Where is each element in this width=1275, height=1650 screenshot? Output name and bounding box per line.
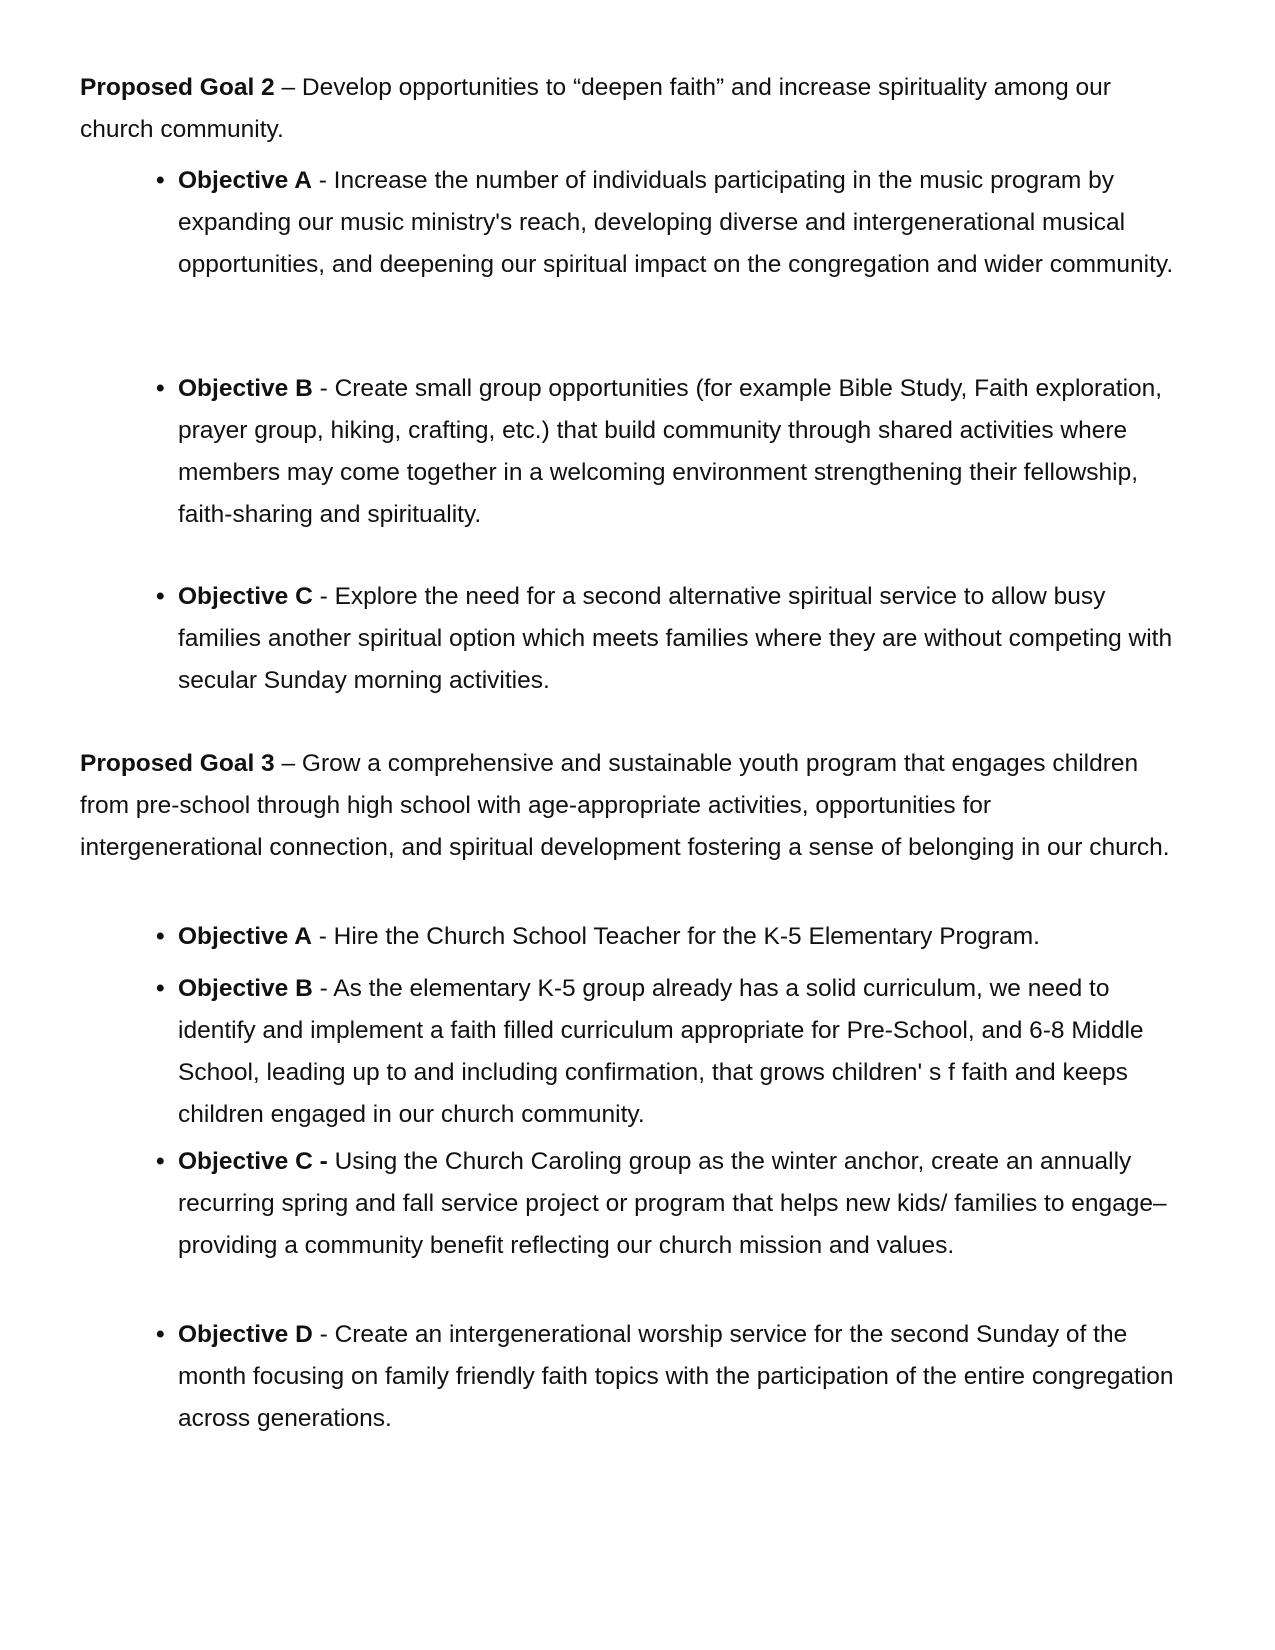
goal-3-objective-b [156, 968, 1176, 1136]
goal-2-text: – Develop opportunities to “deepen faith” and increase spirituality among our church community. [80, 74, 1111, 143]
goal-3-heading: Proposed Goal 3 [80, 750, 275, 777]
goal-2-heading: Proposed Goal 2 [80, 74, 275, 101]
objective-label: Objective C [178, 583, 313, 610]
objective-label: Objective C - [178, 1148, 328, 1175]
bullet-icon: • [156, 1321, 165, 1348]
bullet-icon: • [156, 583, 165, 610]
bullet-icon: • [156, 923, 165, 950]
objective-text: - Increase the number of individuals participating in the music program by expanding our music ministry's reach, developing diverse and intergenerational musical opportunities, and deepening our spiritual impact on the congregation and wider community. [178, 167, 1174, 278]
objective-label: Objective B [178, 975, 313, 1002]
objective-text: - Explore the need for a second alternative spiritual service to allow busy families another spiritual option which meets families where they are without competing with secular Sunday morning activities. [178, 583, 1173, 694]
objective-text: - Create an intergenerational worship service for the second Sunday of the month focusing on family friendly faith topics with the participation of the entire congregation across generations. [178, 1321, 1174, 1432]
bullet-icon: • [156, 1148, 165, 1175]
goal-3-objective-c [156, 1141, 1176, 1267]
objective-text: Using the Church Caroling group as the winter anchor, create an annually recurring spring and fall service project or program that helps new kids/ families to engage–providing a community benefit reflecting our church mission and values. [178, 1148, 1167, 1259]
goal-3-objective-a [156, 916, 1176, 958]
goal-2-paragraph [80, 67, 1170, 151]
goal-2-objective-a [156, 160, 1176, 286]
bullet-icon: • [156, 167, 165, 194]
objective-text: - Hire the Church School Teacher for the K-5 Elementary Program. [311, 923, 1040, 950]
objective-label: Objective B [178, 375, 313, 402]
objective-label: Objective A [178, 923, 312, 950]
goal-3-text: – Grow a comprehensive and sustainable youth program that engages children from pre-school through high school with age-appropriate activities, opportunities for intergenerational connection, and spiritual development fostering a sense of belonging in our church. [80, 750, 1170, 861]
goal-3-paragraph [80, 743, 1170, 869]
goal-2-objective-c [156, 576, 1176, 702]
objective-text: - As the elementary K-5 group already has a solid curriculum, we need to identify and implement a faith filled curriculum appropriate for Pre-School, and 6-8 Middle School, leading up to and including confirmation, that grows children' s f faith and keeps children engaged in our church community. [178, 975, 1144, 1128]
objective-label: Objective D [178, 1321, 313, 1348]
bullet-icon: • [156, 975, 165, 1002]
bullet-icon: • [156, 375, 165, 402]
goal-3-objective-d [156, 1314, 1176, 1440]
objective-text: - Create small group opportunities (for example Bible Study, Faith exploration, prayer group, hiking, crafting, etc.) that build community through shared activities where members may come together in a welcoming environment strengthening their fellowship, faith-sharing and spirituality. [178, 375, 1163, 528]
goal-2-objective-b [156, 368, 1176, 536]
objective-label: Objective A [178, 167, 312, 194]
